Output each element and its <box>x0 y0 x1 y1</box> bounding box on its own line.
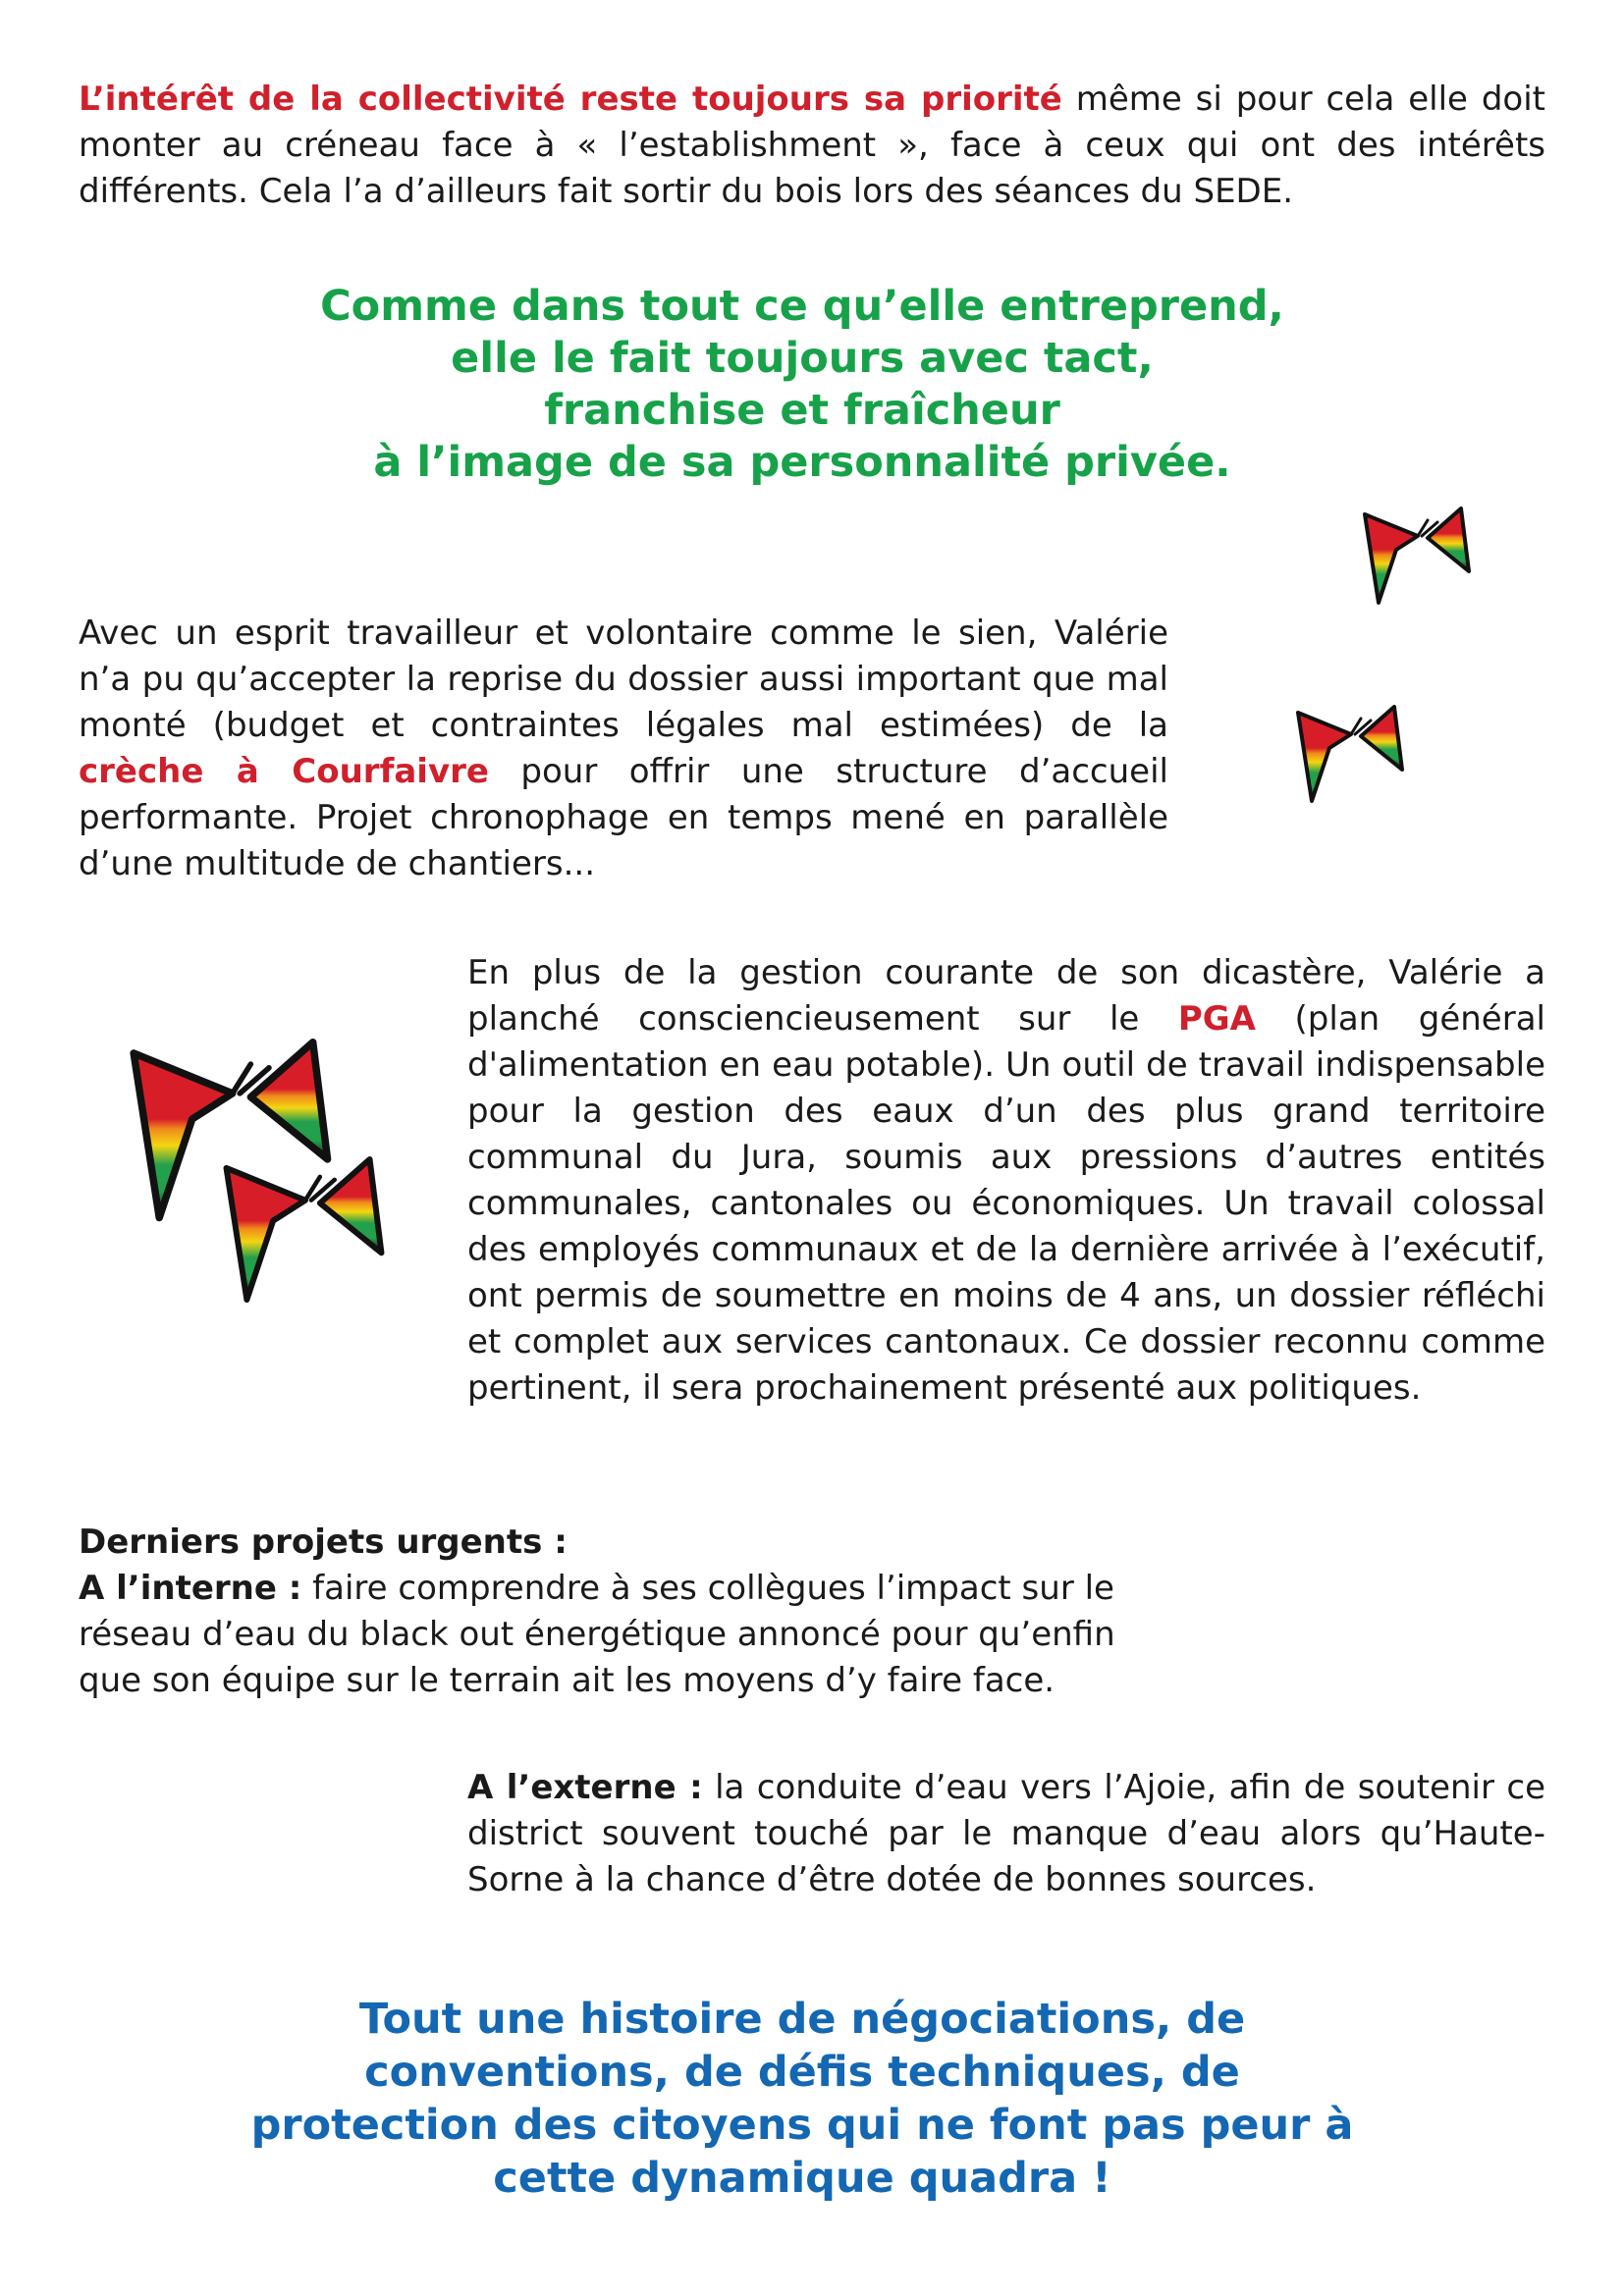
blue-quote-line: protection des citoyens qui ne font pas peur à <box>250 2101 1354 2150</box>
creche-text-after: pour offrir une structure d’accueil performante. Projet chronophage en temps mené en parallèle d’une multitude de chantiers... <box>79 752 1168 883</box>
green-quote-line: elle le fait toujours avec tact, <box>451 334 1154 383</box>
external-paragraph <box>467 1765 1545 1903</box>
blue-quote <box>187 1993 1418 2205</box>
green-quote <box>236 281 1369 489</box>
pga-paragraph <box>467 950 1545 1412</box>
pga-text-before: En plus de la gestion courante de son dicastère, Valérie a planché consciencieusement sur le <box>467 953 1545 1039</box>
external-label: A l’externe : <box>467 1768 703 1807</box>
external-text: la conduite d’eau vers l’Ajoie, afin de soutenir ce district souvent touché par le manque d’eau alors qu’Haute-Sorne à la chance d’être dotée de bonnes sources. <box>467 1768 1545 1899</box>
green-quote-line: Comme dans tout ce qu’elle entreprend, <box>320 282 1284 331</box>
green-quote-line: à l’image de sa personnalité privée. <box>373 438 1231 487</box>
intro-highlight: L’intérêt de la collectivité reste toujours sa priorité <box>79 80 1062 119</box>
blue-quote-line: Tout une histoire de négociations, de <box>358 1995 1246 2044</box>
internal-label: A l’interne : <box>79 1569 302 1608</box>
butterfly-icon <box>220 1156 385 1306</box>
creche-paragraph <box>79 611 1168 887</box>
blue-quote-line: cette dynamique quadra ! <box>493 2154 1111 2203</box>
butterfly-icon <box>1361 507 1471 607</box>
projects-heading: Derniers projets urgents : <box>79 1522 568 1562</box>
intro-paragraph <box>79 77 1545 215</box>
green-quote-line: franchise et fraîcheur <box>544 386 1060 435</box>
pga-text-after: (plan général d'alimentation en eau potable). Un outil de travail indispensable pour la gestion des eaux d’un des plus grand territoire communal du Jura, soumis aux pressions d’autres entités communales, cantonales ou économiques. Un travail colossal des employés communaux et de la dernière arrivée à l’exécutif, ont permis de soumettre en moins de 4 ans, un dossier réfléchi et complet aux services cantonaux. Ce dossier reconnu comme pertinent, il sera prochainement présenté aux politiques. <box>467 999 1545 1408</box>
internal-paragraph <box>79 1566 1139 1704</box>
creche-text-before: Avec un esprit travailleur et volontaire comme le sien, Valérie n’a pu qu’accepter la reprise du dossier aussi important que mal monté (budget et contraintes légales mal estimées) de la <box>79 614 1168 745</box>
butterfly-icon <box>1294 705 1404 805</box>
creche-highlight: crèche à Courfaivre <box>79 752 489 791</box>
internal-text: faire comprendre à ses collègues l’impact sur le réseau d’eau du black out énergétique annoncé pour qu’enfin que son équipe sur le terrain ait les moyens d’y faire face. <box>79 1569 1115 1700</box>
blue-quote-line: conventions, de défis techniques, de <box>364 2048 1240 2097</box>
pga-highlight: PGA <box>1177 999 1256 1039</box>
intro-text: même si pour cela elle doit monter au créneau face à « l’establishment », face à ceux qui ont des intérêts différents. Cela l’a d’ailleurs fait sortir du bois lors des séances du SEDE. <box>79 80 1546 211</box>
